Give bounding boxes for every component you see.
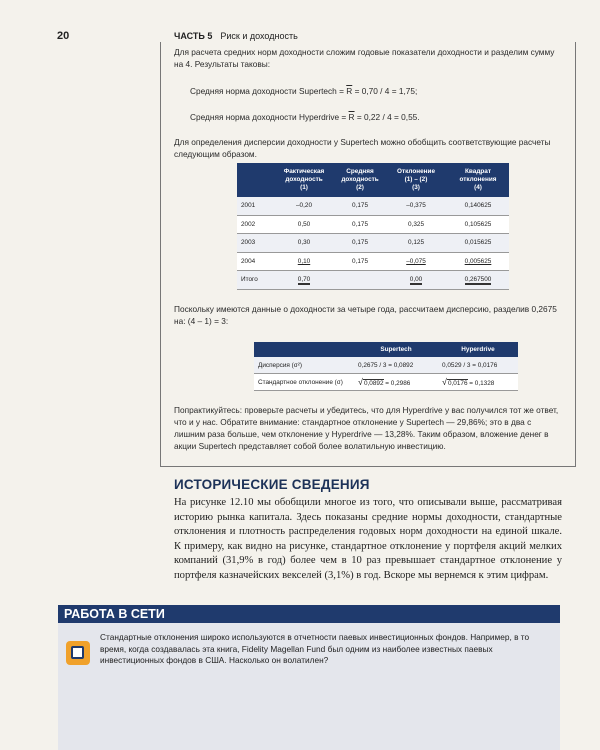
table-row: [237, 252, 509, 271]
total-deviation: 0,00: [385, 271, 447, 290]
row-deviation: 0,125: [385, 234, 447, 253]
variance-header-blank: [254, 342, 354, 357]
table-row: [237, 197, 509, 215]
row-actual: 0,10: [273, 252, 335, 271]
total-actual: 0,70: [273, 271, 335, 290]
variance-header-row: [254, 342, 518, 357]
header-col-4: Квадрат отклонения (4): [447, 163, 509, 197]
formula-supertech: [190, 86, 417, 96]
row-actual: 0,30: [273, 234, 335, 253]
row-actual: –0,20: [273, 197, 335, 215]
row-year: 2003: [237, 234, 273, 253]
stdev-row: [254, 374, 518, 391]
table-row: [237, 234, 509, 253]
formula-supertech-rbar: $\overline{R}$: [346, 86, 353, 96]
row-year: 2004: [237, 252, 273, 271]
variance-table: [254, 342, 518, 391]
header-col-2: Средняя доходность (2): [335, 163, 385, 197]
header-col-3: Отклонение (1) – (2) (3): [385, 163, 447, 197]
formula-hyperdrive-label: Средняя норма доходности Hyperdrive =: [190, 112, 347, 122]
box-paragraph-1: Для расчета средних норм доходности сложим годовые показатели доходности и разделим сумму на 4. Результаты таковы:: [174, 47, 555, 69]
stdev-supertech: √0,0892 = 0,2986: [354, 374, 438, 391]
variance-hyperdrive: 0,0529 / 3 = 0,0176: [438, 357, 518, 374]
variance-row: [254, 357, 518, 374]
row-year: 2002: [237, 215, 273, 234]
total-label: Итого: [237, 271, 273, 290]
formula-supertech-result: = 0,70 / 4 = 1,75;: [354, 86, 418, 96]
row-average: 0,175: [335, 215, 385, 234]
variance-label: Дисперсия (σ²): [254, 357, 354, 374]
table-header-row: [237, 163, 509, 197]
formula-supertech-label: Средняя норма доходности Supertech =: [190, 86, 344, 96]
chapter-label: ЧАСТЬ 5: [174, 31, 213, 41]
sqrt-icon: √: [358, 377, 363, 387]
box-paragraph-3: Поскольку имеются данные о доходности за четыре года, рассчитаем дисперсию, разделив 0,2675 на: (4 – 1) = 3:: [174, 304, 557, 326]
web-section-title: РАБОТА В СЕТИ: [58, 605, 560, 623]
deviation-table: [237, 163, 509, 290]
sqrt-icon: √: [442, 377, 447, 387]
page-number: 20: [57, 30, 70, 42]
variance-header-supertech: Supertech: [354, 342, 438, 357]
stdev-label: Стандартное отклонение (σ): [254, 374, 354, 391]
formula-hyperdrive-rbar: $\overline{R}$: [348, 112, 355, 122]
formula-hyperdrive-result: = 0,22 / 4 = 0,55.: [356, 112, 420, 122]
row-deviation: 0,325: [385, 215, 447, 234]
row-deviation: –0,075: [385, 252, 447, 271]
total-average: [335, 271, 385, 290]
row-squared: 0,005625: [447, 252, 509, 271]
chapter-title: Риск и доходность: [220, 31, 298, 41]
header-year: [237, 163, 273, 197]
computer-icon: [66, 641, 90, 665]
variance-header-hyperdrive: Hyperdrive: [438, 342, 518, 357]
row-year: 2001: [237, 197, 273, 215]
box-paragraph-4: Попрактикуйтесь: проверьте расчеты и убедитесь, что для Hyperdrive у вас получился тот же ответ, что и у нас. Обратите внимание: стандартное отклонение у Supertech — 29,86%; это в два с лишним раза больше, чем отклонение у Hyperdrive — 13,28%. Таким образом, вложение денег в акции Supertech представляет собой более волатильную инвестицию.: [174, 405, 559, 451]
row-squared: 0,105625: [447, 215, 509, 234]
box-paragraph-2: Для определения дисперсии доходности у Supertech можно обобщить соответствующие расчеты следующим образом.: [174, 137, 551, 159]
table-row: [237, 215, 509, 234]
chapter-header: [174, 31, 298, 41]
row-average: 0,175: [335, 252, 385, 271]
table-total-row: [237, 271, 509, 290]
history-body: На рисунке 12.10 мы обобщили многое из того, что описывали выше, рассматривая историю рынка капитала. Здесь показаны средние нормы доходности, стандартные отклонения и плотность распределения годовых норм доходности на единой шкале. К примеру, как видно на рисунке, стандартное отклонение у портфеля акций мелких компаний (31,9% в год) более чем в 10 раз превышает стандартное отклонение у портфеля казначейских векселей (3,1%) в год. Вскоре мы вернемся к этим цифрам.: [174, 497, 562, 581]
web-section-text: Стандартные отклонения широко используются в отчетности паевых инвестиционных фондов. Например, в то время, когда создавалась эта книга, Fidelity Magellan Fund был одним из наиболее известных паевых инвестиционных фондов в США. Насколько он волатилен?: [100, 632, 530, 665]
variance-supertech: 0,2675 / 3 = 0,0892: [354, 357, 438, 374]
row-squared: 0,140625: [447, 197, 509, 215]
row-actual: 0,50: [273, 215, 335, 234]
formula-hyperdrive: [190, 112, 420, 122]
row-deviation: –0,375: [385, 197, 447, 215]
row-average: 0,175: [335, 197, 385, 215]
stdev-hyperdrive: √0,0176 = 0,1328: [438, 374, 518, 391]
header-col-1: Фактическая доходность (1): [273, 163, 335, 197]
row-squared: 0,015625: [447, 234, 509, 253]
total-squared: 0,267500: [447, 271, 509, 290]
row-average: 0,175: [335, 234, 385, 253]
history-title: ИСТОРИЧЕСКИЕ СВЕДЕНИЯ: [174, 477, 370, 492]
